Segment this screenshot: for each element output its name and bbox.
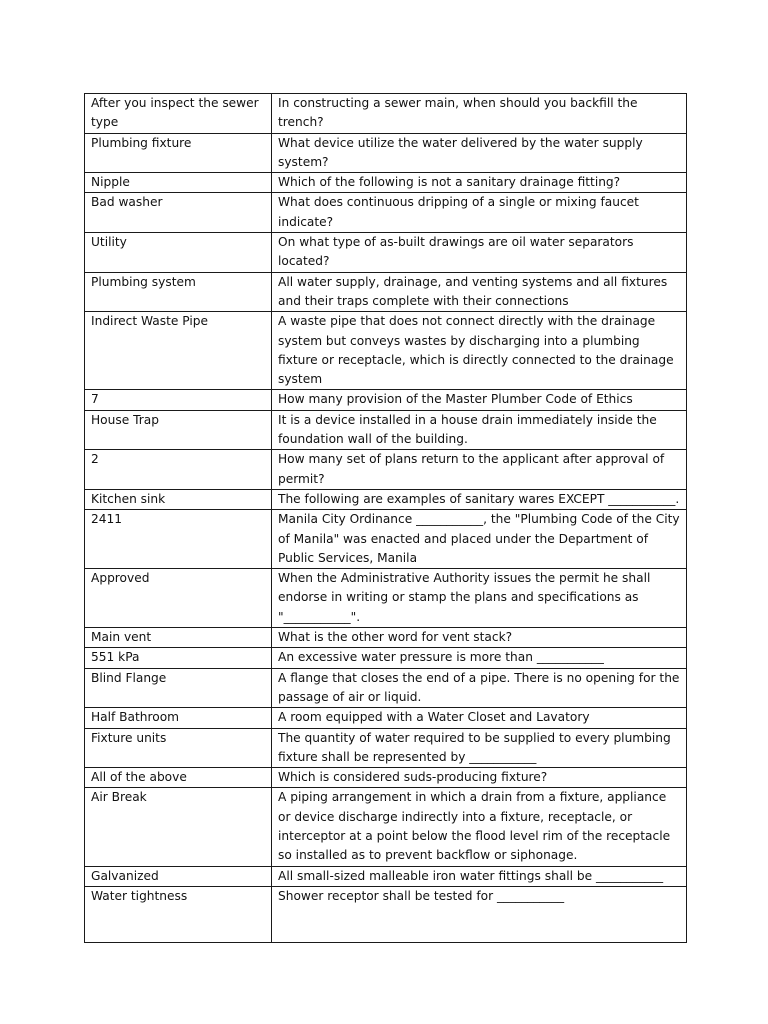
question-cell: An excessive water pressure is more than ___________ [272,648,687,668]
question-cell: When the Administrative Authority issues the permit he shall endorse in writing or stamp the plans and specifications as "___________". [272,569,687,628]
answer-cell: 2411 [85,510,272,569]
question-cell: Shower receptor shall be tested for ___________ [272,886,687,942]
table-row [85,648,687,668]
table-row [85,866,687,886]
question-cell: A piping arrangement in which a drain from a fixture, appliance or device discharge indirectly into a fixture, receptacle, or interceptor at a point below the flood level rim of the receptacle so installed as to prevent backflow or siphonage. [272,788,687,866]
answer-cell: 2 [85,450,272,490]
answer-cell: Blind Flange [85,668,272,708]
table-row [85,390,687,410]
question-cell: Which is considered suds-producing fixture? [272,768,687,788]
qa-table [84,93,687,943]
table-row [85,312,687,390]
question-cell: On what type of as-built drawings are oil water separators located? [272,233,687,273]
answer-cell: 7 [85,390,272,410]
answer-cell: Plumbing system [85,272,272,312]
answer-cell: Main vent [85,628,272,648]
answer-cell: Utility [85,233,272,273]
table-row [85,788,687,866]
table-row [85,886,687,942]
answer-cell: Air Break [85,788,272,866]
table-row [85,489,687,509]
table-row [85,668,687,708]
table-row [85,728,687,768]
question-cell: What is the other word for vent stack? [272,628,687,648]
question-cell: In constructing a sewer main, when should you backfill the trench? [272,94,687,134]
answer-cell: Fixture units [85,728,272,768]
answer-cell: Bad washer [85,193,272,233]
answer-cell: Galvanized [85,866,272,886]
table-row [85,510,687,569]
question-cell: The quantity of water required to be supplied to every plumbing fixture shall be represented by ___________ [272,728,687,768]
table-row [85,233,687,273]
answer-cell: Water tightness [85,886,272,942]
table-row [85,708,687,728]
table-row [85,628,687,648]
table-row [85,193,687,233]
table-row [85,133,687,173]
question-cell: All water supply, drainage, and venting systems and all fixtures and their traps complete with their connections [272,272,687,312]
answer-cell: Plumbing fixture [85,133,272,173]
answer-cell: Approved [85,569,272,628]
question-cell: How many set of plans return to the applicant after approval of permit? [272,450,687,490]
question-cell: Manila City Ordinance ___________, the "Plumbing Code of the City of Manila" was enacted and placed under the Department of Public Services, Manila [272,510,687,569]
question-cell: It is a device installed in a house drain immediately inside the foundation wall of the building. [272,410,687,450]
qa-table-body [85,94,687,943]
question-cell: A flange that closes the end of a pipe. There is no opening for the passage of air or liquid. [272,668,687,708]
table-row [85,450,687,490]
question-cell: The following are examples of sanitary wares EXCEPT ___________. [272,489,687,509]
answer-cell: 551 kPa [85,648,272,668]
question-cell: Which of the following is not a sanitary drainage fitting? [272,173,687,193]
answer-cell: Kitchen sink [85,489,272,509]
question-cell: How many provision of the Master Plumber Code of Ethics [272,390,687,410]
question-cell: What device utilize the water delivered by the water supply system? [272,133,687,173]
table-row [85,94,687,134]
table-row [85,768,687,788]
answer-cell: After you inspect the sewer type [85,94,272,134]
answer-cell: House Trap [85,410,272,450]
question-cell: A room equipped with a Water Closet and Lavatory [272,708,687,728]
answer-cell: Indirect Waste Pipe [85,312,272,390]
question-cell: All small-sized malleable iron water fittings shall be ___________ [272,866,687,886]
table-row [85,569,687,628]
question-cell: What does continuous dripping of a single or mixing faucet indicate? [272,193,687,233]
question-cell: A waste pipe that does not connect directly with the drainage system but conveys wastes by discharging into a plumbing fixture or receptacle, which is directly connected to the drainage system [272,312,687,390]
table-row [85,410,687,450]
table-row [85,173,687,193]
table-row [85,272,687,312]
answer-cell: All of the above [85,768,272,788]
answer-cell: Half Bathroom [85,708,272,728]
answer-cell: Nipple [85,173,272,193]
